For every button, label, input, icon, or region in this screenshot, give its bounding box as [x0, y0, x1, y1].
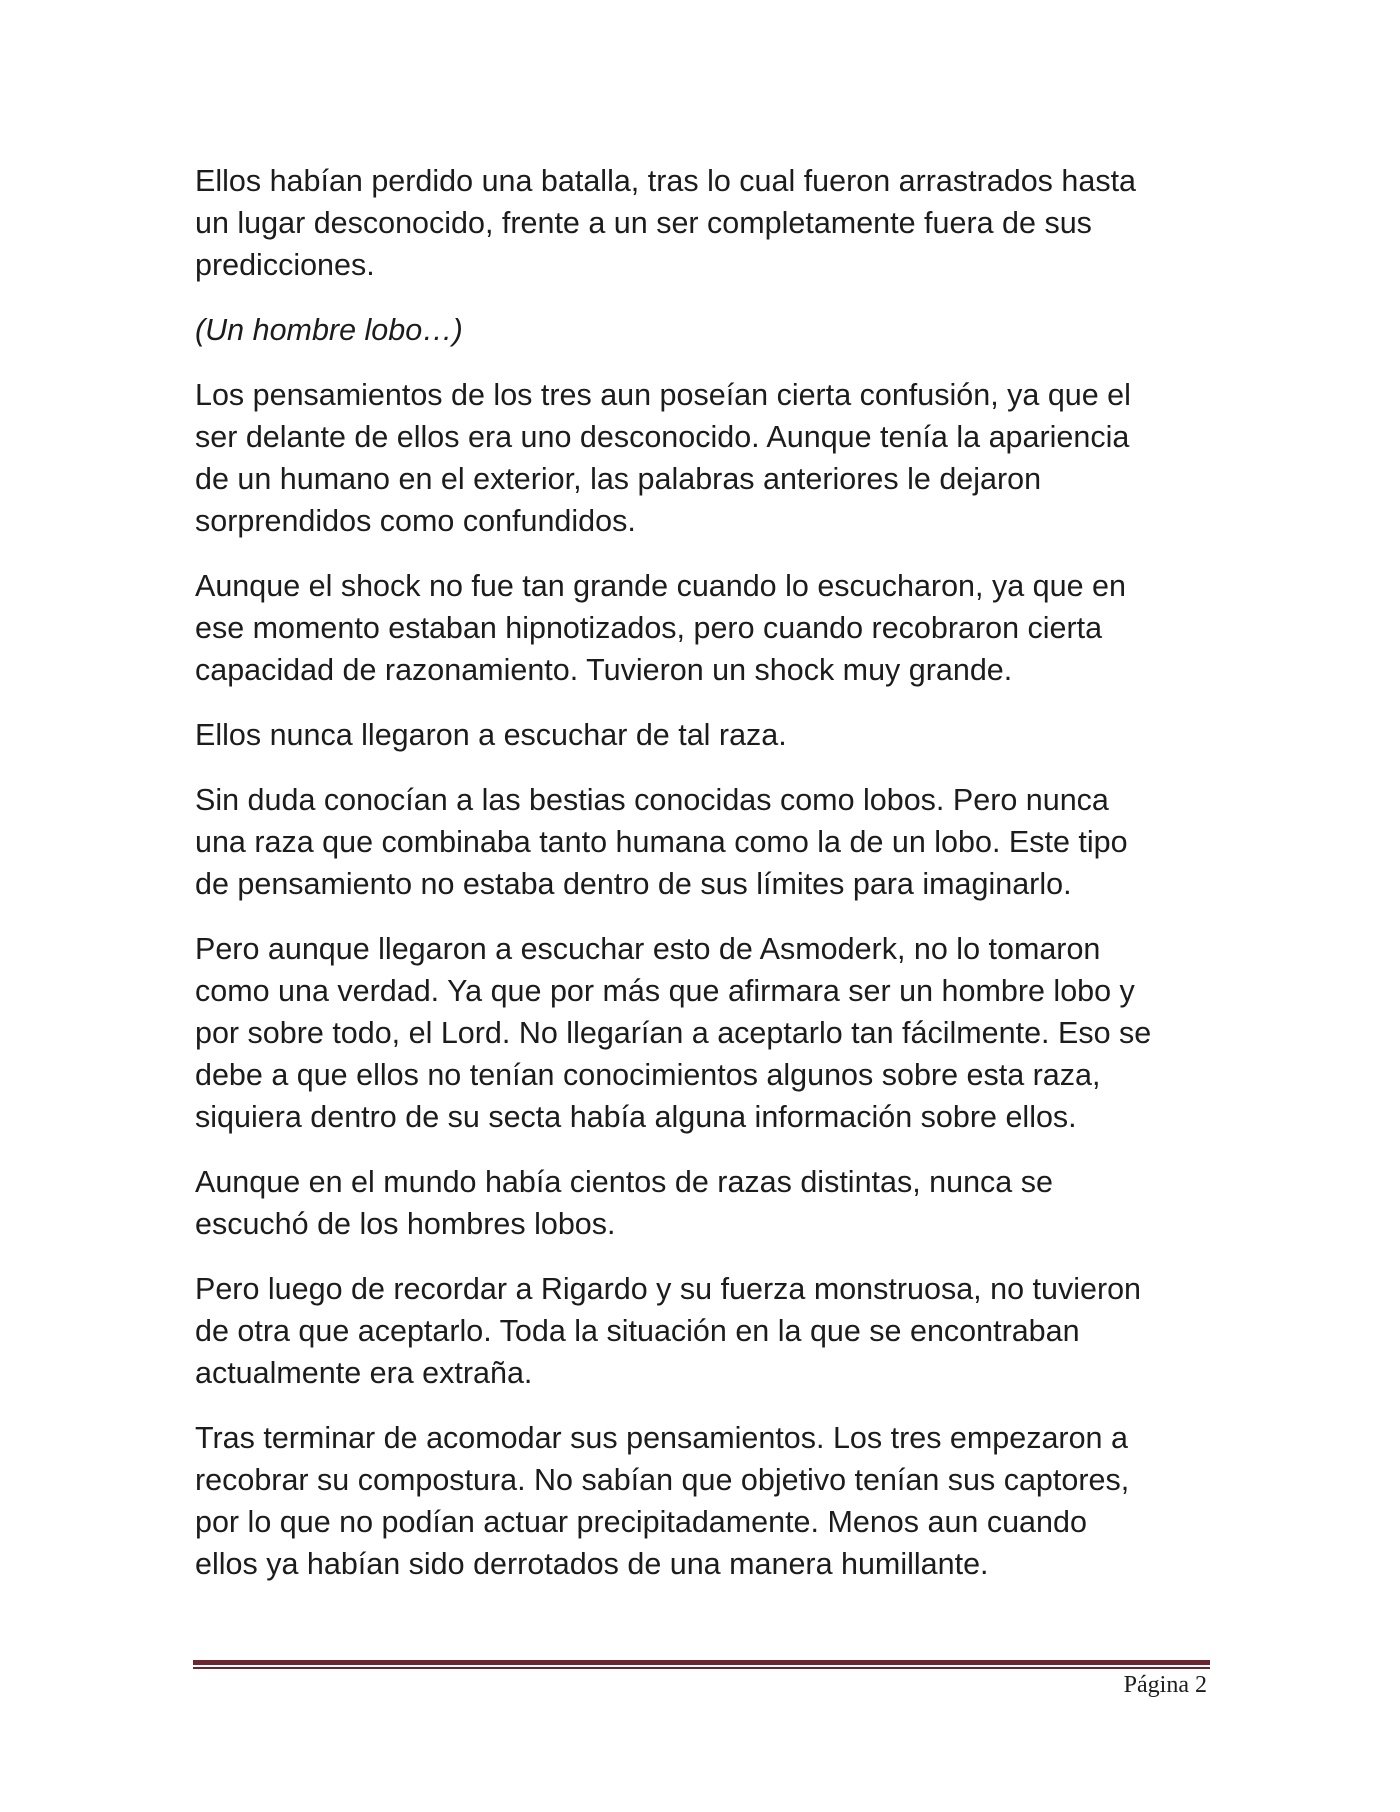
footer-rule-thin [193, 1667, 1210, 1669]
paragraph-8: Aunque en el mundo había cientos de razas distintas, nunca se escuchó de los hombres lobos. [195, 1165, 1053, 1241]
footer-rule-thick [193, 1660, 1210, 1665]
footer-rule [193, 1660, 1210, 1670]
paragraph-6: Sin duda conocían a las bestias conocidas como lobos. Pero nunca una raza que combinaba tanto humana como la de un lobo. Este tipo de pensamiento no estaba dentro de sus límites para imaginarlo. [195, 783, 1128, 901]
paragraph-7: Pero aunque llegaron a escuchar esto de Asmoderk, no lo tomaron como una verdad. Ya que por más que afirmara ser un hombre lobo y por sobre todo, el Lord. No llegarían a aceptarlo tan fácilmente. Eso se debe a que ellos no tenían conocimientos algunos sobre esta raza, siquiera dentro de su secta había alguna información sobre ellos. [195, 932, 1152, 1134]
paragraph-5: Ellos nunca llegaron a escuchar de tal raza. [195, 718, 787, 752]
paragraph-2: (Un hombre lobo…) [195, 313, 463, 347]
document-body [195, 160, 1210, 1608]
page-number: Página 2 [1123, 1672, 1207, 1698]
paragraph-3: Los pensamientos de los tres aun poseían cierta confusión, ya que el ser delante de ellos era uno desconocido. Aunque tenía la apariencia de un humano en el exterior, las palabras anteriores le dejaron sorprendidos como confundidos. [195, 378, 1131, 538]
paragraph-4: Aunque el shock no fue tan grande cuando lo escucharon, ya que en ese momento estaban hipnotizados, pero cuando recobraron cierta capacidad de razonamiento. Tuvieron un shock muy grande. [195, 569, 1126, 687]
paragraph-1: Ellos habían perdido una batalla, tras lo cual fueron arrastrados hasta un lugar desconocido, frente a un ser completamente fuera de sus predicciones. [195, 164, 1137, 282]
paragraph-10: Tras terminar de acomodar sus pensamientos. Los tres empezaron a recobrar su compostura. No sabían que objetivo tenían sus captores, por lo que no podían actuar precipitadamente. Menos aun cuando ellos ya habían sido derrotados de una manera humillante. [195, 1421, 1130, 1581]
paragraph-9: Pero luego de recordar a Rigardo y su fuerza monstruosa, no tuvieron de otra que aceptarlo. Toda la situación en la que se encontraban actualmente era extraña. [195, 1272, 1142, 1390]
